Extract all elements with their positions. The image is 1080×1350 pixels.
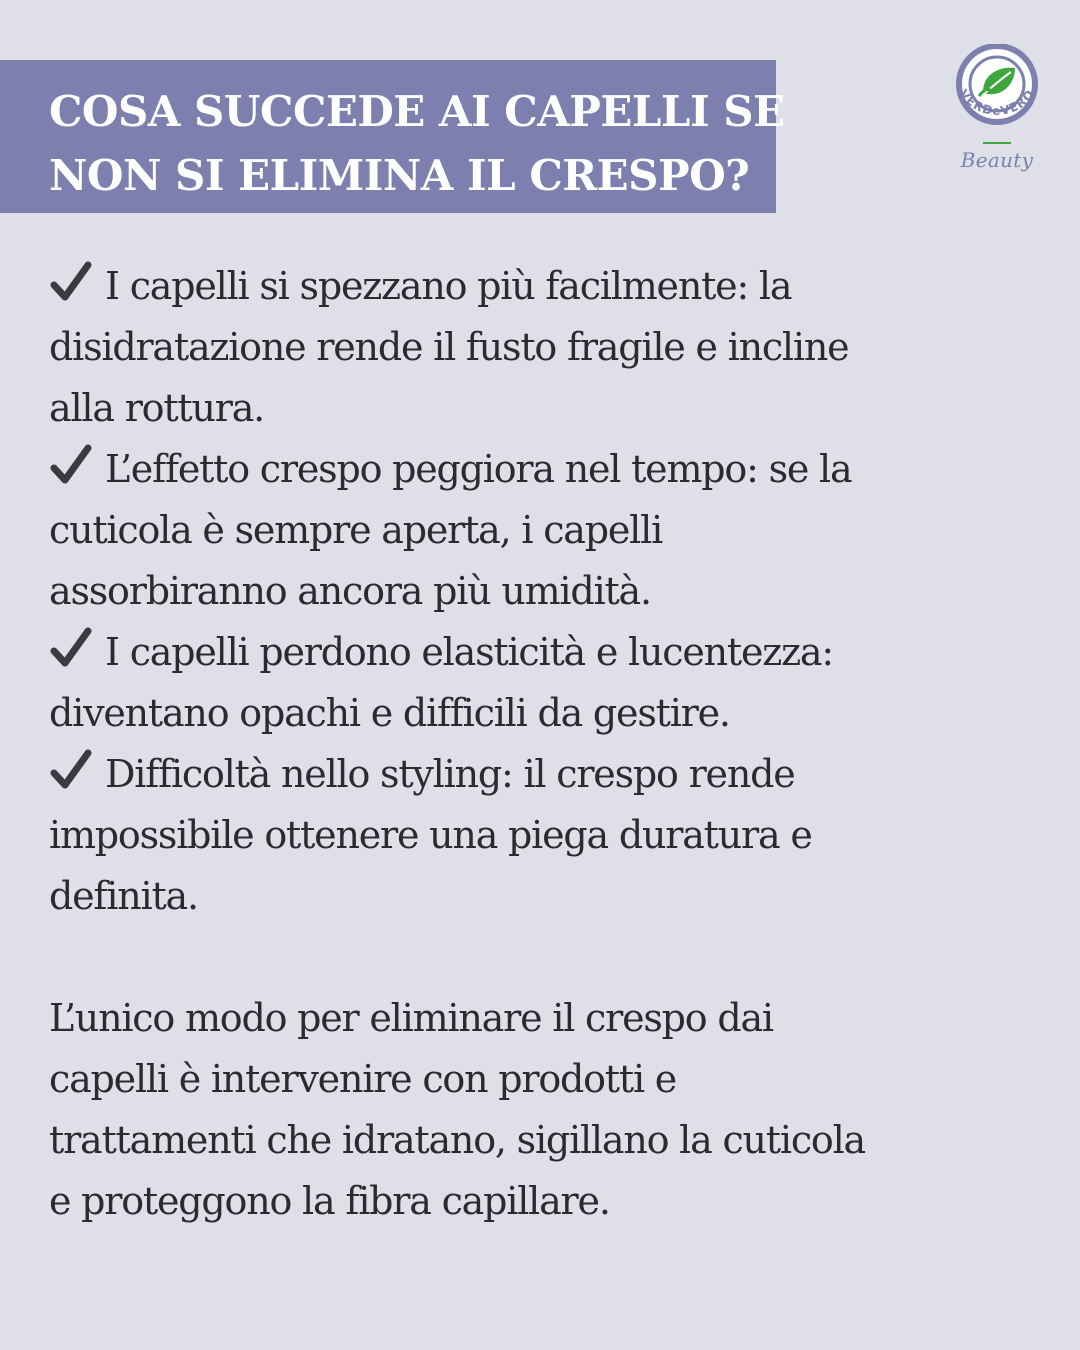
benefits-list [49, 256, 1049, 927]
list-item [49, 256, 1049, 439]
checkmark-icon [49, 625, 93, 671]
conclusion-line: capelli è intervenire con prodotti e [49, 1057, 677, 1101]
logo-brand-text: VERDeVERO [956, 86, 1038, 118]
list-item-line: disidratazione rende il fusto fragile e incline [49, 325, 849, 369]
logo-badge [945, 44, 1049, 148]
list-item-line: alla rottura. [49, 386, 265, 430]
list-item [49, 622, 1049, 744]
list-item-line: cuticola è sempre aperta, i capelli [49, 508, 663, 552]
conclusion-paragraph [49, 988, 1049, 1232]
list-item-line: I capelli si spezzano più facilmente: la [49, 256, 1049, 317]
paragraph-spacer [49, 927, 1049, 988]
list-item-line: L’effetto crespo peggiora nel tempo: se la [49, 439, 1049, 500]
list-item-line: definita. [49, 874, 198, 918]
checkmark-icon [49, 442, 93, 488]
article-content [49, 256, 1049, 1232]
list-item-line: I capelli perdono elasticità e lucentezza: [49, 622, 1049, 683]
title-banner [0, 60, 785, 213]
conclusion-line: L’unico modo per eliminare il crespo dai [49, 996, 773, 1040]
list-item [49, 439, 1049, 622]
brand-logo [945, 44, 1049, 184]
logo-subtitle: Beauty [960, 148, 1034, 172]
title-line-2: NON SI ELIMINA IL CRESPO? [49, 151, 750, 200]
conclusion-line: e proteggono la fibra capillare. [49, 1179, 610, 1223]
conclusion-line: trattamenti che idratano, sigillano la cuticola [49, 1118, 866, 1162]
checkmark-icon [49, 747, 93, 793]
list-item-line: diventano opachi e difficili da gestire. [49, 691, 730, 735]
checkmark-icon [49, 259, 93, 305]
list-item-line: impossibile ottenere una piega duratura e [49, 813, 812, 857]
list-item-line: assorbiranno ancora più umidità. [49, 569, 651, 613]
list-item-line: Difficoltà nello styling: il crespo rende [49, 744, 1049, 805]
list-item [49, 744, 1049, 927]
title-line-1: COSA SUCCEDE AI CAPELLI SE [49, 87, 785, 136]
